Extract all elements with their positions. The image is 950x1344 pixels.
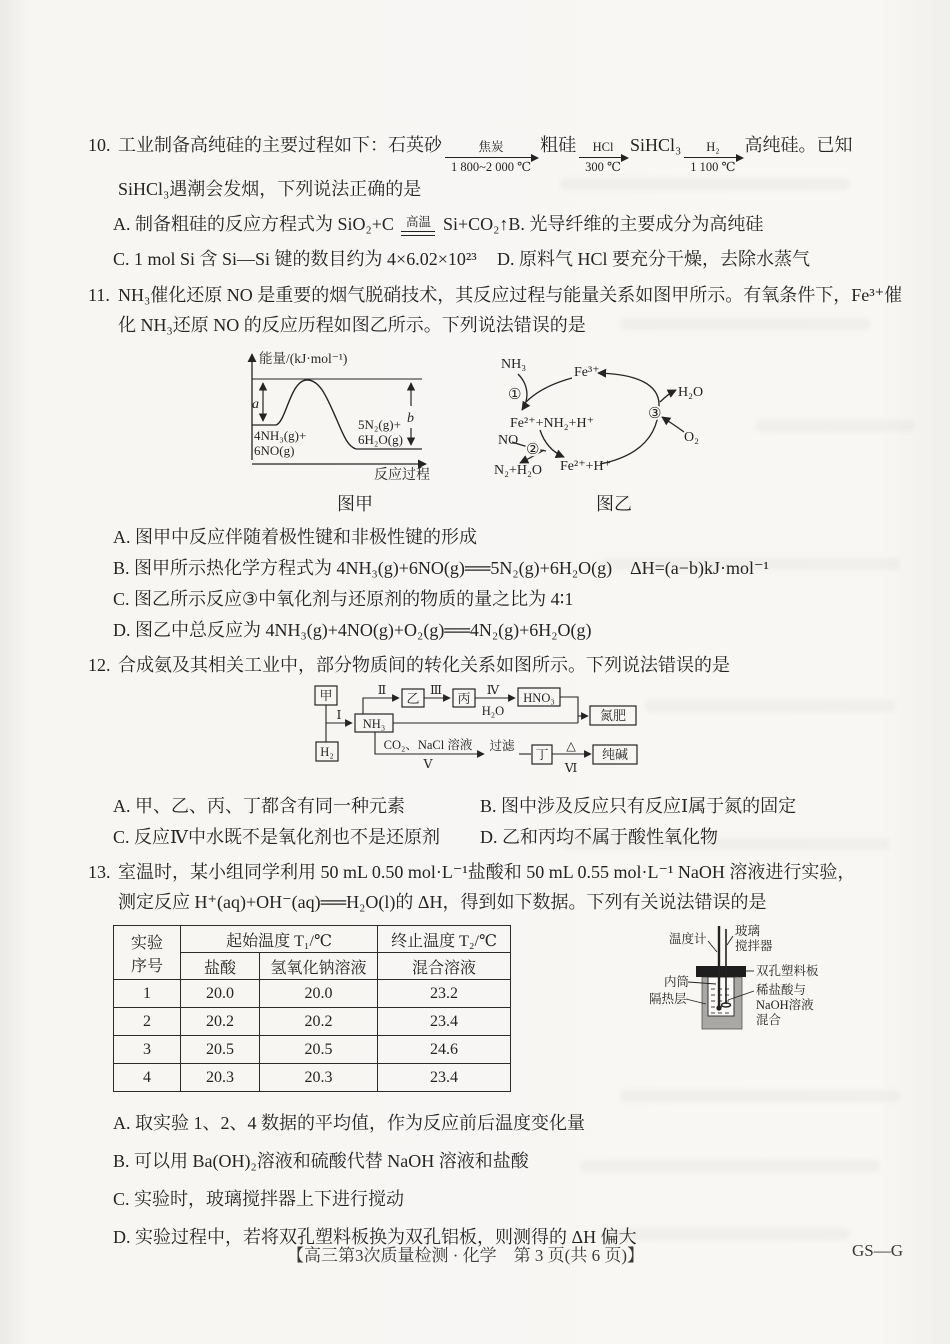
cell-mix-temp: 23.4 (378, 1008, 511, 1036)
q13-option-a: A. 取实验 1、2、4 数据的平均值，作为反应前后温度变化量 (113, 1113, 585, 1133)
q10-stem-line2: SiHCl₃遇潮会发烟，下列说法正确的是 (118, 179, 422, 199)
arrow-mid-to-fe2h (540, 430, 564, 457)
cell-mix-temp: 23.2 (378, 980, 511, 1008)
cell-mix-temp: 23.4 (378, 1064, 511, 1092)
n2h2o-label: N₂+H₂O (494, 463, 542, 478)
experiment-data-table (113, 925, 511, 1092)
label-ding: 丁 (535, 747, 549, 762)
table-subheader-mix: 混合溶液 (378, 953, 511, 980)
q11-number: 11. (88, 285, 110, 305)
thermometer-label: 温度计 (669, 932, 707, 946)
a-label: a (252, 397, 259, 412)
label-chunjian: 纯碱 (601, 747, 629, 762)
q10-stem-end: 高纯硅。已知 (744, 135, 853, 155)
arrow3-temp: 1 100 ℃ (690, 160, 736, 174)
cell-naoh-temp: 20.5 (260, 1036, 378, 1064)
q12-option-a: A. 甲、乙、丙、丁都含有同一种元素 (113, 796, 405, 816)
stirrer-label-2: 搅拌器 (735, 939, 773, 953)
cell-exp-no: 1 (114, 980, 181, 1008)
table-row (114, 980, 511, 1008)
q12-option-d: D. 乙和丙均不属于酸性氧化物 (480, 827, 718, 847)
label-h2o: H₂O (481, 704, 505, 718)
label-reaction-6: Ⅵ (564, 761, 578, 775)
reactant-label-1: 4NH₃(g)+ (254, 428, 307, 443)
q10-stem-line1 (88, 130, 896, 174)
q12-stem-text: 合成氨及其相关工业中，部分物质间的转化关系如图所示。下列说法错误的是 (118, 655, 730, 675)
table-row (114, 1036, 511, 1064)
header-line1: 实验 (130, 934, 163, 952)
solution-label-1: 稀盐酸与 (756, 983, 807, 997)
cell-naoh-temp: 20.0 (260, 980, 378, 1008)
label-reaction-4: Ⅳ (486, 683, 500, 697)
question-10 (88, 130, 896, 275)
label-reaction-1: Ⅰ (336, 708, 342, 722)
intermediate-label: Fe²⁺+NH₂+H⁺ (510, 416, 594, 431)
footer-title: 【高三第3次质量检测 · 化学 第 3 页(共 6 页)】 (287, 1246, 644, 1265)
q11-option-b: B. 图甲所示热化学方程式为 4NH₃(g)+6NO(g)══5N₂(g)+6H₂O(g) ΔH=(a−b)kJ·mol⁻¹ (113, 558, 769, 578)
arrow-line (684, 157, 741, 158)
calorimeter-figure (636, 921, 866, 1064)
inner-cup-shape (708, 977, 734, 1016)
solution-label-2: NaOH溶液 (756, 998, 814, 1012)
reaction-arrow-2 (579, 140, 627, 174)
plate-label: 双孔塑料板 (756, 964, 819, 978)
stirrer-label-1: 玻璃 (735, 924, 761, 938)
line-hno3-right (560, 697, 578, 723)
insulation-label: 隔热层 (649, 992, 687, 1006)
label-delta: △ (566, 739, 576, 753)
label-bing: 丙 (457, 691, 471, 706)
q11-option-c: C. 图乙所示反应③中氧化剂与还原剂的物质的量之比为 4∶1 (113, 589, 574, 609)
equation-condition-stack (401, 215, 435, 236)
q10-options-ab (113, 204, 896, 244)
label-danfei: 氮肥 (599, 708, 627, 723)
table-subheader-acid: 盐酸 (181, 953, 260, 980)
question-11 (88, 280, 903, 646)
q12-flow-diagram-wrap (300, 682, 896, 787)
reaction-arrow-3 (684, 140, 741, 174)
q12-options-cd (113, 822, 896, 853)
no-label: NO (498, 433, 519, 448)
arrow-line (579, 157, 627, 158)
q12-option-b: B. 图中涉及反应只有反应Ⅰ属于氮的固定 (480, 796, 797, 816)
question-13 (88, 857, 896, 1256)
q10-stem-text: 工业制备高纯硅的主要过程如下：石英砂 (118, 135, 442, 155)
inner-cup-label: 内筒 (664, 975, 690, 989)
table-row (114, 1064, 511, 1092)
cell-naoh-temp: 20.2 (260, 1008, 378, 1036)
table-header-end-temp: 终止温度 T₂/℃ (378, 926, 511, 953)
figure-jia (230, 346, 480, 516)
label-jia: 甲 (319, 688, 333, 703)
cell-acid-temp: 20.0 (181, 980, 260, 1008)
cell-acid-temp: 20.5 (181, 1036, 260, 1064)
q13-stem-text: 室温时，某小组同学利用 50 mL 0.50 mol·L⁻¹盐酸和 50 mL 0.55 mol·L⁻¹ NaOH 溶液进行实验， (118, 862, 856, 882)
nh3-label: NH₃ (501, 357, 527, 372)
q13-option-b: B. 可以用 Ba(OH)₂溶液和硫酸代替 NaOH 溶液和盐酸 (113, 1151, 529, 1171)
q12-option-c: C. 反应Ⅳ中水既不是氧化剂也不是还原剂 (113, 827, 440, 847)
cell-exp-no: 3 (114, 1036, 181, 1064)
step2-badge: ② (526, 442, 540, 458)
cell-mix-temp: 24.6 (378, 1036, 511, 1064)
label-hno3: HNO₃ (523, 691, 555, 705)
reactant-label-2: 6NO(g) (254, 443, 295, 458)
question-12 (88, 650, 896, 853)
q11-stem-line1 (88, 280, 903, 310)
solution-label-3: 混合 (756, 1013, 782, 1027)
plastic-plate-shape (696, 966, 746, 977)
q13-option-d: D. 实验过程中，若将双孔塑料板换为双孔铝板，则测得的 ΔH 偏大 (113, 1227, 637, 1247)
arrow-to-h2o (660, 390, 676, 402)
arrow-line (445, 157, 537, 158)
double-bond-line (401, 231, 435, 236)
thermometer-bulb (716, 1005, 721, 1010)
reaction-arrow-1 (445, 140, 537, 174)
h2o-label: H₂O (678, 385, 704, 400)
cell-exp-no: 4 (114, 1064, 181, 1092)
table-header-start-temp: 起始温度 T₁/℃ (181, 926, 378, 953)
cell-acid-temp: 20.3 (181, 1064, 260, 1092)
q11-option-a: A. 图甲中反应伴随着极性键和非极性键的形成 (113, 527, 477, 547)
q13-data-row (88, 925, 896, 1092)
table-header-experiment (114, 926, 181, 980)
q10-option-a (113, 204, 508, 244)
catalytic-cycle-diagram (488, 346, 740, 483)
arrow3-condition: H₂ (706, 140, 720, 154)
arrow-nh3-to-yi (363, 698, 399, 714)
fe2h-label: Fe²⁺+H⁺ (560, 459, 611, 474)
step1-badge: ① (508, 387, 522, 403)
arrow1-condition: 焦炭 (478, 140, 504, 154)
q12-number: 12. (88, 655, 111, 675)
fe3-label: Fe³⁺ (574, 365, 600, 380)
arrow-fe3-to-mid (526, 378, 572, 402)
q10-option-c: C. 1 mol Si 含 Si—Si 键的数目约为 4×6.02×10²³ (113, 249, 477, 269)
q11-option-d: D. 图乙中总反应为 4NH₃(g)+4NO(g)+O₂(g)══4N₂(g)+6H₂O(g) (113, 620, 592, 640)
calorimeter-diagram (636, 921, 866, 1059)
q12-options-ab (113, 791, 896, 822)
figure-yi-caption: 图乙 (596, 494, 632, 514)
arrow2-condition: HCl (592, 140, 614, 154)
conversion-flow-diagram (300, 682, 650, 782)
table-subheader-naoh: 氢氧化钠溶液 (260, 953, 378, 980)
arrow-o2-in (662, 417, 684, 432)
q13-stem-line2: 测定反应 H⁺(aq)+OH⁻(aq)══H₂O(l)的 ΔH，得到如下数据。下列有关说法错误的是 (118, 892, 767, 912)
q10-options-cd (113, 244, 896, 275)
footer-code: GS—G (852, 1241, 904, 1260)
q10-option-d: D. 原料气 HCl 要充分干燥，去除水蒸气 (497, 249, 811, 269)
q10-mid1: 粗硅 (540, 135, 577, 155)
b-label: b (407, 411, 414, 426)
q13-stem-line1 (88, 857, 896, 887)
label-yi: 乙 (406, 691, 420, 706)
q13-option-c: C. 实验时，玻璃搅拌器上下进行搅动 (113, 1189, 405, 1209)
figure-jia-caption: 图甲 (337, 494, 373, 514)
q10-option-b: B. 光导纤维的主要成分为高纯硅 (508, 214, 764, 234)
cell-exp-no: 2 (114, 1008, 181, 1036)
arrow2-temp: 300 ℃ (585, 160, 621, 174)
cell-naoh-temp: 20.3 (260, 1064, 378, 1092)
label-co2-nacl: CO₂、NaCl 溶液 (383, 738, 473, 752)
y-axis-label: 能量/(kJ·mol⁻¹) (259, 351, 348, 366)
energy-diagram (230, 346, 480, 483)
product-label-1: 5N₂(g)+ (358, 417, 401, 432)
label-h2: H₂ (320, 745, 334, 759)
exam-content (88, 130, 903, 1256)
x-axis-label: 反应过程 (374, 468, 430, 483)
q13-number: 13. (88, 862, 111, 882)
q10-option-a-text: A. 制备粗硅的反应方程式为 SiO₂+C (113, 214, 394, 234)
q10-mid2: SiHCl₃ (629, 135, 682, 155)
label-reaction-5: Ⅴ (423, 757, 433, 771)
q11-stem-text: NH₃催化还原 NO 是重要的烟气脱硝技术，其反应过程与能量关系如图甲所示。有氧条件下，Fe³⁺催 (118, 285, 903, 305)
figure-yi (488, 346, 740, 516)
q11-stem-line2: 化 NH₃还原 NO 的反应历程如图乙所示。下列说法错误的是 (118, 315, 586, 335)
product-label-2: 6H₂O(g) (358, 432, 403, 447)
header-line2: 序号 (130, 957, 163, 975)
label-guolv: 过滤 (489, 739, 515, 753)
condition-label: 高温 (405, 215, 431, 230)
cell-acid-temp: 20.2 (181, 1008, 260, 1036)
arrow1-temp: 1 800~2 000 ℃ (451, 160, 532, 174)
q10-number: 10. (88, 135, 111, 155)
label-nh3: NH₃ (362, 717, 386, 731)
label-reaction-3: Ⅲ (429, 683, 443, 697)
q12-stem-line1 (88, 650, 896, 680)
table-row (114, 1008, 511, 1036)
step3-badge: ③ (648, 406, 662, 422)
q10-option-a-end: Si+CO₂↑ (442, 214, 509, 234)
o2-label: O₂ (684, 430, 699, 445)
label-reaction-2: Ⅱ (377, 683, 387, 697)
q11-figures (230, 346, 896, 516)
